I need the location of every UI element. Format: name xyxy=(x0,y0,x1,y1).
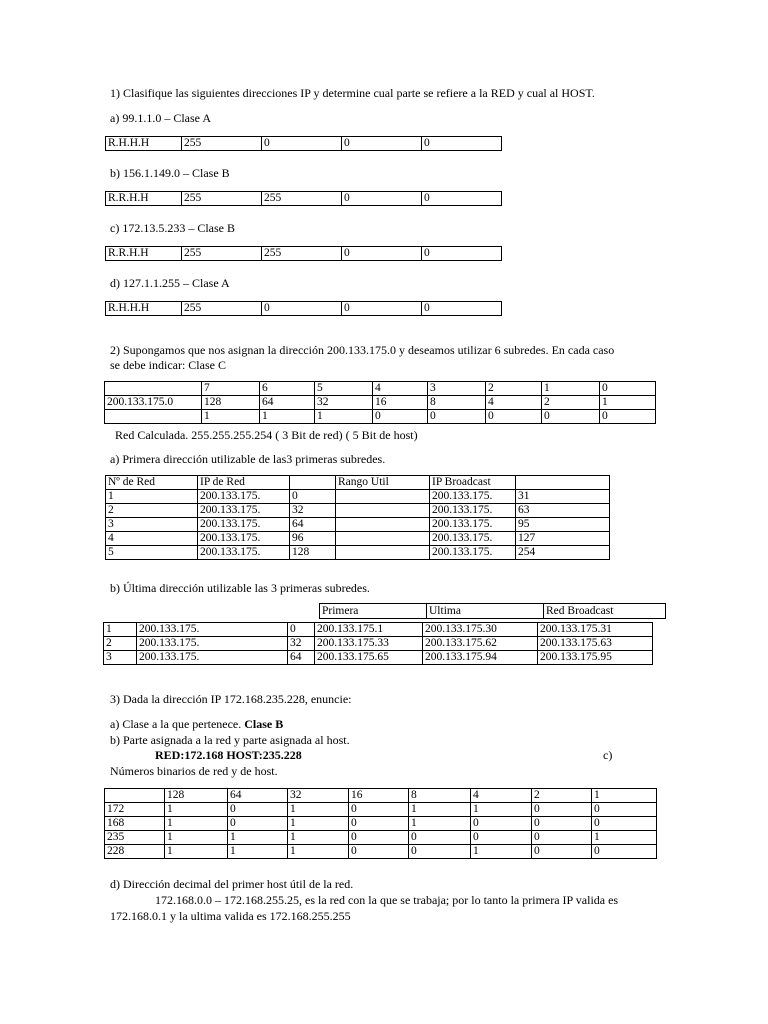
table-cell: 172 xyxy=(105,803,165,817)
table-cell: 254 xyxy=(516,546,610,560)
q1-b-label: b) 156.1.149.0 – Clase B xyxy=(110,166,230,180)
table-row xyxy=(106,490,610,504)
table-cell: 200.133.175.94 xyxy=(423,651,538,665)
table-cell: 0 xyxy=(592,803,657,817)
table-cell: 200.133.175.0 xyxy=(105,396,202,410)
table-cell: 0 xyxy=(532,817,592,831)
table-cell xyxy=(290,476,336,490)
table-cell: 5 xyxy=(106,546,198,560)
table-cell: 235 xyxy=(105,831,165,845)
table-cell: 200.133.175.1 xyxy=(315,623,423,637)
table-cell: 8 xyxy=(409,789,471,803)
q2-title-line2: se debe indicar: Clase C xyxy=(110,358,226,372)
table-cell xyxy=(336,546,430,560)
table-cell: R.R.H.H xyxy=(106,192,182,206)
table-cell: 1 xyxy=(471,845,532,859)
table-cell: 6 xyxy=(260,382,315,396)
table-cell: 63 xyxy=(516,504,610,518)
q1-title: 1) Clasifique las siguientes direcciones IP y determine cual parte se refiere a la RED y cual al HOST. xyxy=(110,86,595,100)
table-cell xyxy=(105,382,202,396)
table-cell: 0 xyxy=(342,137,422,151)
table-cell: 1 xyxy=(288,831,349,845)
table-cell: 200.133.175. xyxy=(137,623,288,637)
table-cell xyxy=(105,410,202,424)
table-row xyxy=(105,817,657,831)
table-cell: 200.133.175. xyxy=(430,490,516,504)
table-cell: 0 xyxy=(228,817,288,831)
table-cell: 0 xyxy=(342,247,422,261)
table-cell: 1 xyxy=(288,845,349,859)
table-cell: 0 xyxy=(349,803,409,817)
q3-d-title: d) Dirección decimal del primer host útil de la red. xyxy=(110,877,354,891)
q1-b-table xyxy=(105,191,502,206)
q1-d-label: d) 127.1.1.255 – Clase A xyxy=(110,276,230,290)
table-cell: 200.133.175. xyxy=(198,490,290,504)
table-cell: 3 xyxy=(428,382,486,396)
header-cell: Red Broadcast xyxy=(544,604,666,619)
table-cell: 128 xyxy=(290,546,336,560)
table-cell: 1 xyxy=(542,382,600,396)
table-cell: 4 xyxy=(486,396,542,410)
table-cell: 255 xyxy=(262,247,342,261)
q2-title-line1: 2) Supongamos que nos asignan la dirección 200.133.175.0 y deseamos utilizar 6 subredes. En cada caso xyxy=(110,343,615,357)
table-cell: 0 xyxy=(532,831,592,845)
table-cell: 1 xyxy=(228,831,288,845)
table-cell: 200.133.175. xyxy=(198,518,290,532)
table-cell: 200.133.175. xyxy=(430,546,516,560)
table-row xyxy=(106,518,610,532)
table-cell: 0 xyxy=(409,831,471,845)
table-cell: 5 xyxy=(315,382,373,396)
table-cell: 4 xyxy=(373,382,428,396)
table-cell: 0 xyxy=(422,302,502,316)
table-cell: 200.133.175. xyxy=(137,637,288,651)
table-cell: 200.133.175. xyxy=(430,504,516,518)
table-cell: 0 xyxy=(349,845,409,859)
q3-a-line xyxy=(110,717,283,731)
table-cell: 4 xyxy=(471,789,532,803)
table-cell xyxy=(336,532,430,546)
table-cell: 8 xyxy=(428,396,486,410)
table-cell: 2 xyxy=(532,789,592,803)
table-cell: 0 xyxy=(422,247,502,261)
table-cell: 0 xyxy=(592,845,657,859)
table-cell: 1 xyxy=(165,831,228,845)
table-row xyxy=(105,382,656,396)
table-cell: 200.133.175. xyxy=(430,518,516,532)
table-cell: 1 xyxy=(165,803,228,817)
table-cell: IP de Red xyxy=(198,476,290,490)
table-cell: 200.133.175. xyxy=(430,532,516,546)
table-cell: 0 xyxy=(600,410,656,424)
table-cell: 0 xyxy=(373,410,428,424)
q1-d-table xyxy=(105,301,502,316)
table-cell: Rango Util xyxy=(336,476,430,490)
table-cell: 1 xyxy=(592,789,657,803)
table-row xyxy=(106,504,610,518)
table-cell: 0 xyxy=(532,803,592,817)
table-cell: 200.133.175.33 xyxy=(315,637,423,651)
table-row xyxy=(104,637,653,651)
table-cell: 200.133.175.30 xyxy=(423,623,538,637)
table-cell: R.H.H.H xyxy=(106,302,182,316)
table-cell: 0 xyxy=(342,192,422,206)
table-cell: 0 xyxy=(349,817,409,831)
q1-c-table xyxy=(105,246,502,261)
table-row xyxy=(105,845,657,859)
q2-b-title: b) Última dirección utilizable las 3 primeras subredes. xyxy=(110,581,370,595)
table-cell: 168 xyxy=(105,817,165,831)
table-cell: 0 xyxy=(342,302,422,316)
table-cell: 1 xyxy=(288,817,349,831)
q3-a-text: a) Clase a la que pertenece. xyxy=(110,717,242,731)
table-row xyxy=(104,623,653,637)
q2-mask-note: Red Calculada. 255.255.255.254 ( 3 Bit de red) ( 5 Bit de host) xyxy=(115,428,418,442)
table-cell: 0 xyxy=(428,410,486,424)
q3-d-line1: 172.168.0.0 – 172.168.255.25, es la red con la que se trabaja; por lo tanto la primera IP valida es xyxy=(155,893,619,907)
table-cell: 1 xyxy=(315,410,373,424)
table-cell: 1 xyxy=(104,623,137,637)
q3-a-answer: Clase B xyxy=(244,717,284,731)
table-row xyxy=(104,651,653,665)
table-cell: 1 xyxy=(202,410,260,424)
table-cell: 0 xyxy=(262,302,342,316)
table-cell: 1 xyxy=(592,831,657,845)
table-cell: 200.133.175. xyxy=(198,532,290,546)
q1-a-table xyxy=(105,136,502,151)
table-cell: 0 xyxy=(262,137,342,151)
q3-b-text: b) Parte asignada a la red y parte asignada al host. xyxy=(110,733,350,747)
table-cell: 0 xyxy=(409,845,471,859)
table-cell: 16 xyxy=(349,789,409,803)
table-cell: 1 xyxy=(260,410,315,424)
table-cell xyxy=(336,518,430,532)
table-row xyxy=(106,546,610,560)
table-cell: Nº de Red xyxy=(106,476,198,490)
table-cell: 0 xyxy=(592,817,657,831)
table-cell: 16 xyxy=(373,396,428,410)
table-cell: 200.133.175.31 xyxy=(538,623,653,637)
q3-b-answer: RED:172.168 HOST:235.228 xyxy=(155,748,302,762)
q2-a-table xyxy=(105,475,610,560)
table-cell: 128 xyxy=(165,789,228,803)
table-row xyxy=(106,532,610,546)
table-cell: 1 xyxy=(165,817,228,831)
table-row xyxy=(105,831,657,845)
table-cell: 1 xyxy=(288,803,349,817)
table-cell: 200.133.175.62 xyxy=(423,637,538,651)
table-cell: 255 xyxy=(182,302,262,316)
table-cell: 1 xyxy=(228,845,288,859)
table-cell: 255 xyxy=(262,192,342,206)
header-cell: Primera xyxy=(320,604,427,619)
table-cell: 1 xyxy=(409,817,471,831)
table-cell: 0 xyxy=(486,410,542,424)
q3-c-text: Números binarios de red y de host. xyxy=(110,764,278,778)
q1-a-label: a) 99.1.1.0 – Clase A xyxy=(110,111,211,125)
table-cell: 32 xyxy=(288,789,349,803)
q2-b-header-table xyxy=(319,603,666,619)
table-cell: 228 xyxy=(105,845,165,859)
table-cell: 64 xyxy=(260,396,315,410)
q3-title: 3) Dada la dirección IP 172.168.235.228, enuncie: xyxy=(110,692,352,706)
table-cell: 3 xyxy=(106,518,198,532)
table-cell: 7 xyxy=(202,382,260,396)
table-cell: 0 xyxy=(349,831,409,845)
table-row xyxy=(105,410,656,424)
table-cell: 0 xyxy=(422,192,502,206)
table-cell: 200.133.175.65 xyxy=(315,651,423,665)
table-cell: 32 xyxy=(315,396,373,410)
table-cell xyxy=(105,789,165,803)
table-cell: 0 xyxy=(422,137,502,151)
table-cell: 96 xyxy=(290,532,336,546)
table-cell: 0 xyxy=(471,831,532,845)
table-cell: 64 xyxy=(290,518,336,532)
table-cell: 0 xyxy=(288,623,315,637)
table-cell: 1 xyxy=(409,803,471,817)
table-cell: 255 xyxy=(182,137,262,151)
table-row xyxy=(105,396,656,410)
table-row xyxy=(105,803,657,817)
table-cell: 255 xyxy=(182,192,262,206)
table-cell: R.H.H.H xyxy=(106,137,182,151)
table-cell: 200.133.175. xyxy=(198,546,290,560)
table-cell: 2 xyxy=(106,504,198,518)
q1-c-label: c) 172.13.5.233 – Clase B xyxy=(110,221,235,235)
q2-bits-table xyxy=(104,381,656,424)
table-cell: 0 xyxy=(542,410,600,424)
table-cell: 0 xyxy=(228,803,288,817)
table-cell: 3 xyxy=(104,651,137,665)
table-cell: IP Broadcast xyxy=(430,476,516,490)
table-cell: 32 xyxy=(290,504,336,518)
table-cell: 0 xyxy=(600,382,656,396)
table-cell: 2 xyxy=(104,637,137,651)
table-cell: 32 xyxy=(288,637,315,651)
q2-b-table xyxy=(103,622,653,665)
q2-a-title: a) Primera dirección utilizable de las3 primeras subredes. xyxy=(110,452,386,466)
table-cell: 2 xyxy=(542,396,600,410)
table-cell: 64 xyxy=(288,651,315,665)
table-cell: 255 xyxy=(182,247,262,261)
table-cell: 31 xyxy=(516,490,610,504)
q3-d-line2: 172.168.0.1 y la ultima valida es 172.168.255.255 xyxy=(110,909,351,923)
header-cell: Ultima xyxy=(427,604,544,619)
table-cell: 1 xyxy=(165,845,228,859)
table-cell xyxy=(336,490,430,504)
table-cell: 0 xyxy=(532,845,592,859)
table-cell: 0 xyxy=(471,817,532,831)
table-cell: 1 xyxy=(471,803,532,817)
table-cell: 64 xyxy=(228,789,288,803)
q3-binary-table xyxy=(104,788,657,859)
table-cell: 1 xyxy=(600,396,656,410)
table-cell: 1 xyxy=(106,490,198,504)
table-cell: 95 xyxy=(516,518,610,532)
table-cell: R.R.H.H xyxy=(106,247,182,261)
table-cell: 0 xyxy=(290,490,336,504)
table-cell: 200.133.175. xyxy=(137,651,288,665)
table-cell: 2 xyxy=(486,382,542,396)
table-row xyxy=(106,476,610,490)
table-cell xyxy=(516,476,610,490)
table-cell: 127 xyxy=(516,532,610,546)
table-row xyxy=(105,789,657,803)
table-cell xyxy=(336,504,430,518)
table-cell: 128 xyxy=(202,396,260,410)
table-cell: 200.133.175. xyxy=(198,504,290,518)
table-cell: 4 xyxy=(106,532,198,546)
table-cell: 200.133.175.95 xyxy=(538,651,653,665)
q3-c-label: c) xyxy=(603,748,613,762)
table-cell: 200.133.175.63 xyxy=(538,637,653,651)
